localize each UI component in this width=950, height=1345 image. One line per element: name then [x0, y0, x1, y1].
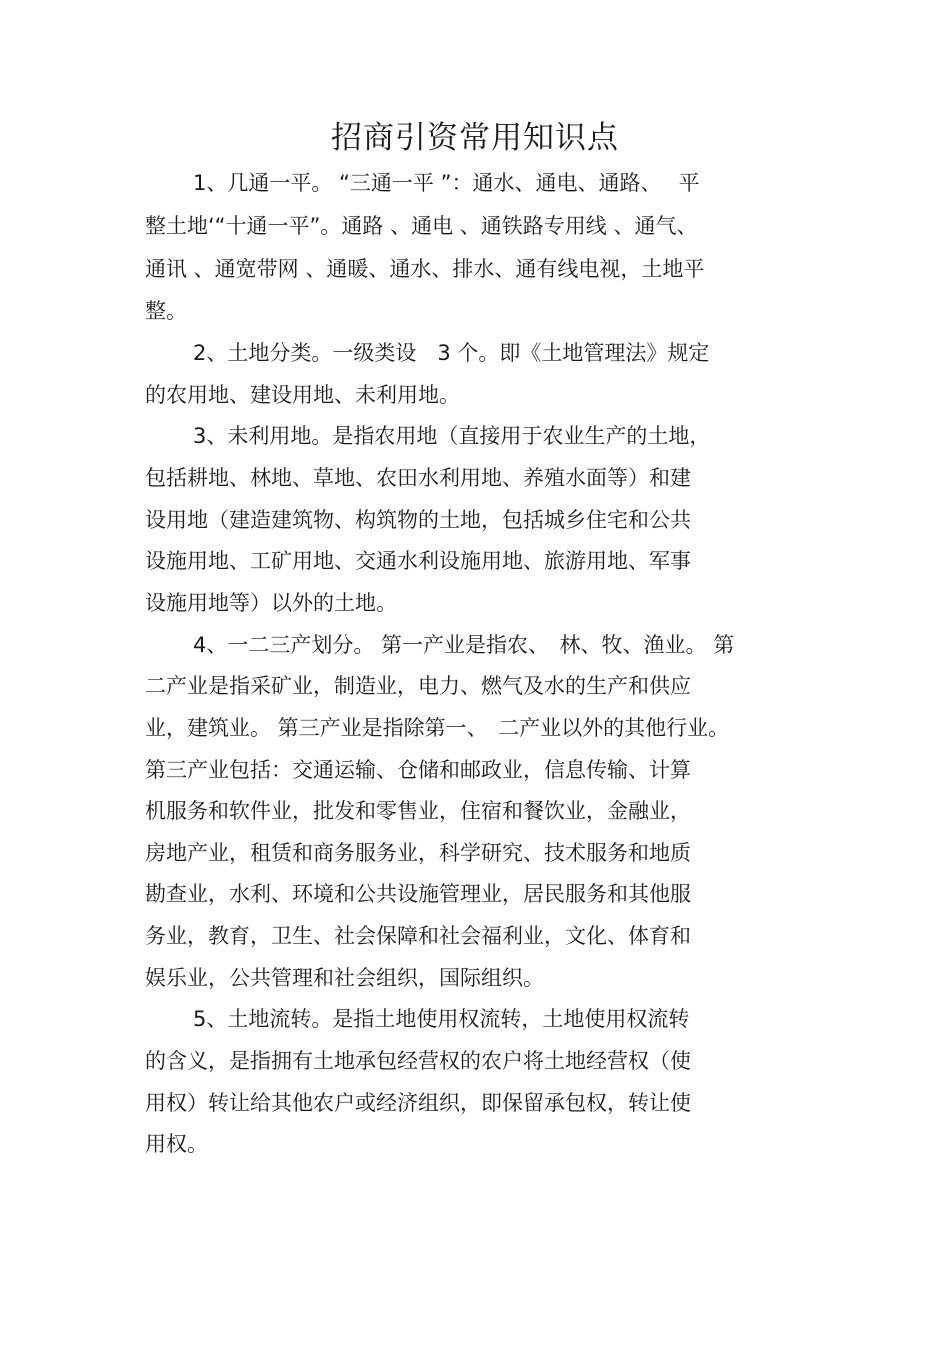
- text-line: 4、一二三产划分。 第一产业是指农、 林、牧、渔业。 第: [193, 633, 735, 657]
- text-line: 二产业是指采矿业，制造业，电力、燃气及水的生产和供应: [145, 674, 691, 698]
- text-line: 业，建筑业。 第三产业是指除第一、 二产业以外的其他行业。: [145, 716, 730, 740]
- text-line: 娱乐业，公共管理和社会组织，国际组织。: [145, 966, 544, 990]
- text-line: 勘查业，水利、环境和公共设施管理业，居民服务和其他服: [145, 882, 691, 906]
- text-line: 整土地‘“十通一平”。通路 、通电 、通铁路专用线 、通气、: [145, 214, 698, 238]
- text-line: 用权。: [145, 1132, 208, 1156]
- text-line: 3、未利用地。是指农用地（直接用于农业生产的土地，: [193, 424, 711, 448]
- text-line: 用权）转让给其他农户或经济组织，即保留承包权，转让使: [145, 1091, 691, 1115]
- document-title: 招商引资常用知识点: [331, 120, 619, 156]
- text-line: 第三产业包括：交通运输、仓储和邮政业，信息传输、计算: [145, 758, 691, 782]
- text-line: 2、土地分类。一级类设 3 个。即《土地管理法》规定: [193, 341, 710, 365]
- text-line: 的含义，是指拥有土地承包经营权的农户将土地经营权（使: [145, 1049, 691, 1073]
- text-line: 通讯 、通宽带网 、通暖、通水、排水、通有线电视，土地平: [145, 257, 705, 281]
- text-line: 包括耕地、林地、草地、农田水利用地、养殖水面等）和建: [145, 466, 691, 490]
- text-line: 房地产业，租赁和商务服务业，科学研究、技术服务和地质: [145, 841, 691, 865]
- text-line: 整。: [145, 299, 187, 323]
- text-line: 设用地（建造建筑物、构筑物的土地，包括城乡住宅和公共: [145, 508, 691, 532]
- text-line: 务业，教育，卫生、社会保障和社会福利业，文化、体育和: [145, 924, 691, 948]
- text-line: 的农用地、建设用地、未利用地。: [145, 383, 460, 407]
- text-line: 1、几通一平。 “三通一平 ”：通水、通电、通路、 平: [193, 171, 700, 195]
- text-line: 机服务和软件业，批发和零售业，住宿和餐饮业，金融业，: [145, 799, 691, 823]
- text-line: 5、土地流转。是指土地使用权流转，土地使用权流转: [193, 1007, 690, 1031]
- text-line: 设施用地、工矿用地、交通水利设施用地、旅游用地、军事: [145, 549, 691, 573]
- text-line: 设施用地等）以外的土地。: [145, 591, 397, 615]
